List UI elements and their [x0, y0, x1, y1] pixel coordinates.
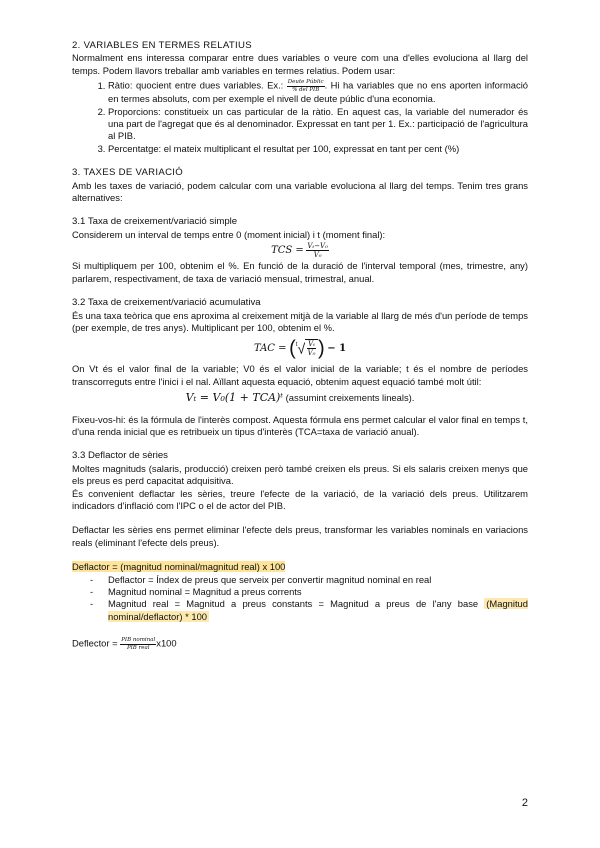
- tcs-formula: TCS = $\frac{\text{Vₜ−V₀}}{\text{V₀}}$: [271, 242, 328, 260]
- deflactor-list: [72, 574, 528, 624]
- compound-equation: Vₜ = V₀(1 + TCA)ᵗ (assumint creixements lineals).: [185, 391, 415, 405]
- section-3-3-text: Moltes magnituds (salaris, producció) creixen però també creixen els preus. Si els salaris creixen menys que els preus es perd capacitat adquisitiva.: [72, 462, 528, 487]
- section-3-2-heading: 3.2 Taxa de creixement/variació acumulativa: [72, 297, 261, 309]
- section-3-1-text: Considerem un interval de temps entre 0 (moment inicial) i t (moment final):: [72, 228, 386, 240]
- section-3-3-heading: 3.3 Deflactor de sèries: [72, 450, 168, 462]
- page-number: 2: [521, 797, 528, 809]
- list-item-proportions: 2. Proporcions: constitueix un cas particular de la ràtio. En aquest cas, la variable del numerador és una part de l'agregat que és al denominador. Expressat en tant per 1. Ex.: participació de l'agricultura al PIB.: [108, 106, 528, 143]
- tac-formula: TAC = ($^t$√ $\frac{\text{Vₜ}}{\text{V₀}}$ ) − 1: [253, 337, 347, 360]
- deflactor-formula: Deflactor = (magnitud nominal/magnitud real) x 100: [72, 561, 286, 573]
- section-3-intro: Amb les taxes de variació, podem calcular com una variable evoluciona al llarg del temps. Tenim tres grans alternatives:: [72, 179, 528, 204]
- list-item: - Deflactor = Índex de preus que serveix per convertir magnitud nominal en real: [108, 574, 528, 586]
- section-3-1-text-2: Si multipliquem per 100, obtenim el %. En funció de la duració de l'interval temporal (mes, trimestre, any) parlarem, respectivament, de taxa de variació mensual, trimestral, anual.: [72, 260, 528, 284]
- section-3-3-text-2: És convenient deflactar les sèries, treure l'efecte de la variació, de la variació dels preus. Utilitzarem indicadors d'inflació com l'IPC o el de actor del PIB.: [72, 487, 528, 511]
- list-item: - Magnitud nominal = Magnitud a preus corrents: [108, 586, 528, 598]
- section-3-heading: 3. TAXES DE VARIACIÓ: [72, 167, 184, 179]
- relative-terms-list: [72, 79, 528, 155]
- section-3-2-text: És una taxa teòrica que ens aproxima al creixement mitjà de la variable al llarg de més d'un període de temps (per exemple, de tres anys). Multiplicant per 100, obtenim el %.: [72, 309, 528, 333]
- list-item-ratio: 1. Ràtio: quocient entre dues variables. Ex.: $\frac{\text{Deute Públic}}{\text{\% del PIB}}$ . Hi ha variables que no ens aporten informació en termes absoluts, com per exemple el nivell de deute públic d'una economia.: [108, 79, 528, 105]
- section-3-3-text-3: Deflactar les sèries ens permet eliminar l'efecte dels preus, transformar les variables nominals en variacions reals (eliminant l'efecte dels preus).: [72, 524, 528, 548]
- section-2-heading: 2. VARIABLES EN TERMES RELATIUS: [72, 40, 252, 51]
- list-item-percentage: 3. Percentatge: el mateix multiplicant el resultat per 100, expressat en tant per cent (%): [108, 143, 528, 155]
- deflector-formula: Deflector = $\frac{\text{PIB nominal}}{\text{PIB real}}$ x100: [72, 637, 177, 651]
- section-3-1-heading: 3.1 Taxa de creixement/variació simple: [72, 216, 238, 228]
- document-page: [72, 40, 528, 651]
- list-item: - Magnitud real = Magnitud a preus constants = Magnitud a preus de l'any base (Magnitud nominal/deflactor) * 100: [108, 598, 528, 623]
- section-3-2-text-2: On Vt és el valor final de la variable; V0 és el valor inicial de la variable; t és el nombre de períodes transcorreguts entre l'inici i el nal. Aïllant aquesta equació, obtenim aquest equació també molt útil:: [72, 363, 528, 387]
- section-2-intro: Normalment ens interessa comparar entre dues variables o veure com una d'elles evoluciona al llarg del temps. Podem llavors treballar amb variables en termes relatius. Podem usar:: [72, 52, 528, 76]
- ratio-fraction: $\frac{\text{Deute Públic}}{\text{\% del PIB}}$: [287, 79, 324, 93]
- section-3-2-text-3: Fixeu-vos-hi: és la fórmula de l'interès compost. Aquesta fórmula ens permet calcular el valor final en temps t, d'una renda inicial que es retribueix un tipus d'interès (TCA=taxa de variació anual).: [72, 413, 528, 437]
